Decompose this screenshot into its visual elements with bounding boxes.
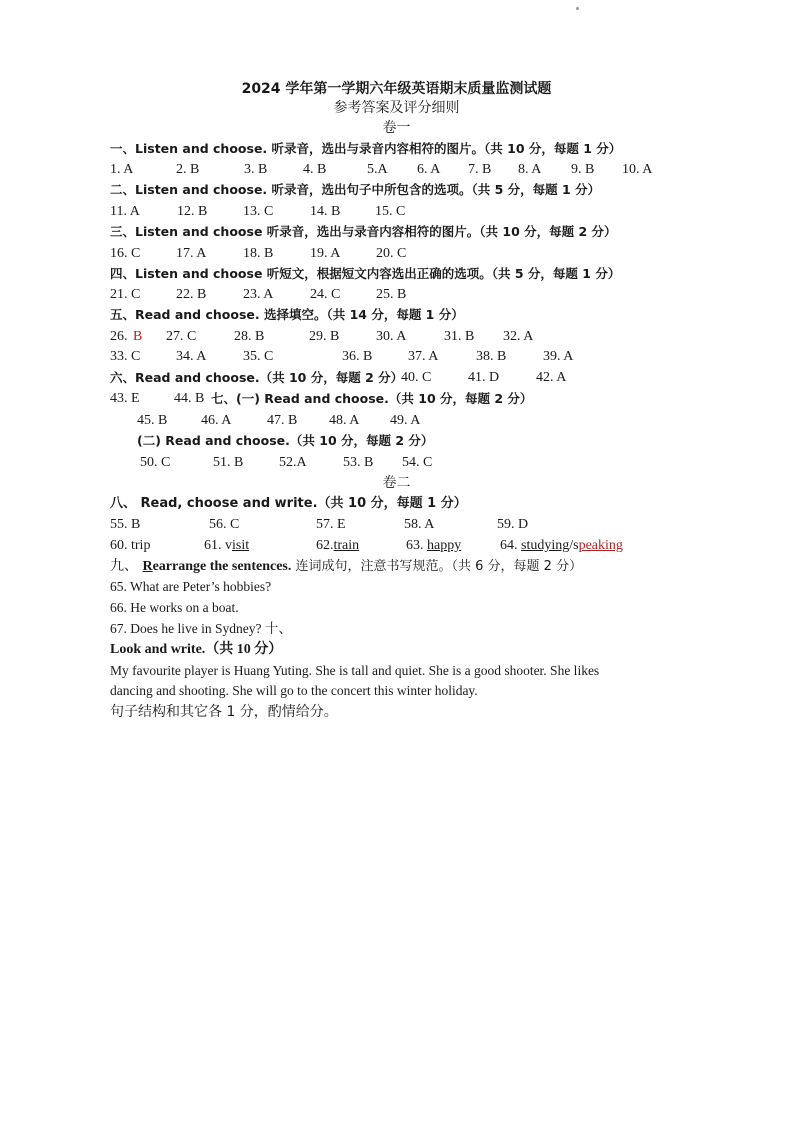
section-10-heading: Look and write.（共 10 分） <box>110 642 283 657</box>
answer: 25. B <box>376 287 407 302</box>
answer: 13. C <box>243 204 274 219</box>
answer: 11. A <box>110 204 140 219</box>
answer: 1. A <box>110 162 134 177</box>
answer: 36. B <box>342 349 373 364</box>
section-3-heading: 三、Listen and choose 听录音，选出与录音内容相符的图片。（共 10 分，每题 2 分） <box>110 224 617 239</box>
answer: 37. A <box>408 349 439 364</box>
answer-underlined-red: peaking <box>578 538 623 553</box>
page-title: 2024 学年第一学期六年级英语期末质量监测试题 <box>241 81 552 97</box>
answer: 35. C <box>243 349 274 364</box>
volume-two-heading: 卷二 <box>382 475 411 491</box>
answer-number: 62. <box>316 538 334 553</box>
answer: 50. C <box>140 455 171 470</box>
section-2-heading: 二、Listen and choose. 听录音，选出句子中所包含的选项。（共 5 分，每题 1 分） <box>110 182 601 197</box>
section-4-heading: 四、Listen and choose 听短文，根据短文内容选出正确的选项。（共 5 分，每题 1 分） <box>110 266 621 281</box>
model-answer-line: dancing and shooting. She will go to the concert this winter holiday. <box>110 683 478 698</box>
scoring-rule: 句子结构和其它各 1 分，酌情给分。 <box>110 704 338 720</box>
answer: 31. B <box>444 329 475 344</box>
answer-sentence: 67. Does he live in Sydney? 十、 <box>110 621 292 637</box>
answer: 44. B <box>174 391 205 406</box>
answer-underlined: happy <box>427 538 462 553</box>
answer: 29. B <box>309 329 340 344</box>
answer-sentence: 66. He works on a boat. <box>110 600 239 615</box>
answer: 8. A <box>518 162 542 177</box>
answer: 18. B <box>243 246 274 261</box>
answer: 54. C <box>402 455 433 470</box>
answer: 58. A <box>404 517 435 532</box>
answer: 10. A <box>622 162 653 177</box>
answer: 12. B <box>177 204 208 219</box>
answer-sentence: 65. What are Peter’s hobbies? <box>110 579 272 594</box>
answer: 24. C <box>310 287 341 302</box>
answer: 38. B <box>476 349 507 364</box>
answer: 27. C <box>166 329 197 344</box>
section-1-heading: 一、Listen and choose. 听录音，选出与录音内容相符的图片。（共 10 分，每题 1 分） <box>110 141 622 156</box>
answer: 2. B <box>176 162 200 177</box>
answer: 57. E <box>316 517 346 532</box>
answer: 6. A <box>417 162 441 177</box>
answer: 55. B <box>110 517 141 532</box>
answer: 22. B <box>176 287 207 302</box>
answer: 43. E <box>110 391 140 406</box>
section-10-number: 十、 <box>264 621 292 637</box>
answer: 20. C <box>376 246 407 261</box>
answer: 42. A <box>536 370 567 385</box>
answer: 47. B <box>267 413 298 428</box>
answer: 5.A <box>367 162 388 177</box>
model-answer-line: My favourite player is Huang Yuting. She is tall and quiet. She is a good shooter. She likes <box>110 663 600 678</box>
section-5-heading: 五、Read and choose. 选择填空。（共 14 分，每题 1 分） <box>110 307 464 322</box>
answer: 46. A <box>201 413 232 428</box>
page-subtitle: 参考答案及评分细则 <box>333 100 460 116</box>
answer-number: 63. <box>406 538 427 553</box>
answer: 16. C <box>110 246 141 261</box>
answer: 34. A <box>176 349 207 364</box>
section-7-part-2-heading: (二) Read and choose.（共 10 分，每题 2 分） <box>137 433 434 448</box>
section-9-heading: 九、 Rearrange the sentences. 连词成句，注意书写规范。（共 6 分，每题 2 分） <box>110 558 583 574</box>
section-6-heading: 六、Read and choose.（共 10 分，每题 2 分） <box>110 370 404 385</box>
answer: 45. B <box>137 413 168 428</box>
answer: 21. C <box>110 287 141 302</box>
scan-mark <box>576 7 579 10</box>
answer: 28. B <box>234 329 265 344</box>
answer: 51. B <box>213 455 244 470</box>
answer: 32. A <box>503 329 534 344</box>
answer-highlighted: B <box>133 329 143 344</box>
answer: 33. C <box>110 349 141 364</box>
answer: 17. A <box>176 246 207 261</box>
answer-number: 61. v <box>204 538 232 553</box>
answer: 15. C <box>375 204 406 219</box>
answer: 3. B <box>244 162 268 177</box>
answer: 52.A <box>279 455 307 470</box>
answer: 9. B <box>571 162 595 177</box>
answer-separator: /s <box>569 538 579 553</box>
section-8-heading: 八、 Read, choose and write.（共 10 分，每题 1 分） <box>110 496 467 511</box>
answer: 59. D <box>497 517 529 532</box>
heading-underlined-letter: R <box>142 559 153 574</box>
answer: 4. B <box>303 162 327 177</box>
answer: 7. B <box>468 162 492 177</box>
answer: 39. A <box>543 349 574 364</box>
answer-underlined: studying <box>521 538 570 553</box>
answer: 40. C <box>401 370 432 385</box>
answer: 23. A <box>243 287 274 302</box>
answer-number: 26. <box>110 329 128 344</box>
answer: 53. B <box>343 455 374 470</box>
answer-number: 64. <box>500 538 521 553</box>
answer: 56. C <box>209 517 240 532</box>
answer: 48. A <box>329 413 360 428</box>
answer: 49. A <box>390 413 421 428</box>
answer-underlined: isit <box>232 538 250 553</box>
answer: 14. B <box>310 204 341 219</box>
answer: 30. A <box>376 329 407 344</box>
volume-one-heading: 卷一 <box>382 120 411 136</box>
answer: 41. D <box>468 370 500 385</box>
answer: 19. A <box>310 246 341 261</box>
section-7-heading: 七、(一) Read and choose.（共 10 分，每题 2 分） <box>211 391 533 406</box>
answer: 60. trip <box>110 538 151 553</box>
answer-underlined: train <box>333 538 360 553</box>
